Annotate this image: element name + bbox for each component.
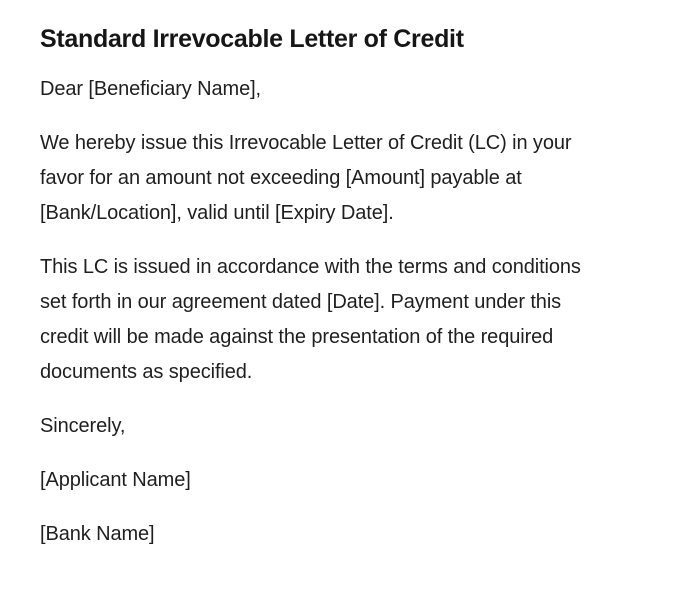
paragraph-closing (40, 409, 660, 444)
text-line: set forth in our agreement dated [Date]. Payment under this (40, 291, 562, 313)
paragraph-applicant-signature (40, 463, 660, 498)
paragraph-bank-signature (40, 517, 660, 552)
paragraph-issuance-statement (40, 126, 660, 231)
text-line: This LC is issued in accordance with the terms and conditions (40, 256, 581, 278)
paragraph-salutation (40, 72, 660, 107)
text-line: We hereby issue this Irrevocable Letter of Credit (LC) in your (40, 132, 572, 154)
paragraph-terms-statement (40, 250, 660, 390)
text-line: documents as specified. (40, 361, 253, 383)
text-line: [Bank/Location], valid until [Expiry Date]. (40, 202, 394, 224)
text-line: credit will be made against the presentation of the required (40, 326, 554, 348)
text-line: favor for an amount not exceeding [Amount] payable at (40, 167, 522, 189)
text-line: [Applicant Name] (40, 469, 191, 491)
text-line: Dear [Beneficiary Name], (40, 78, 262, 100)
page-title: Standard Irrevocable Letter of Credit (40, 25, 464, 53)
text-line: [Bank Name] (40, 523, 155, 545)
text-line: Sincerely, (40, 415, 126, 437)
